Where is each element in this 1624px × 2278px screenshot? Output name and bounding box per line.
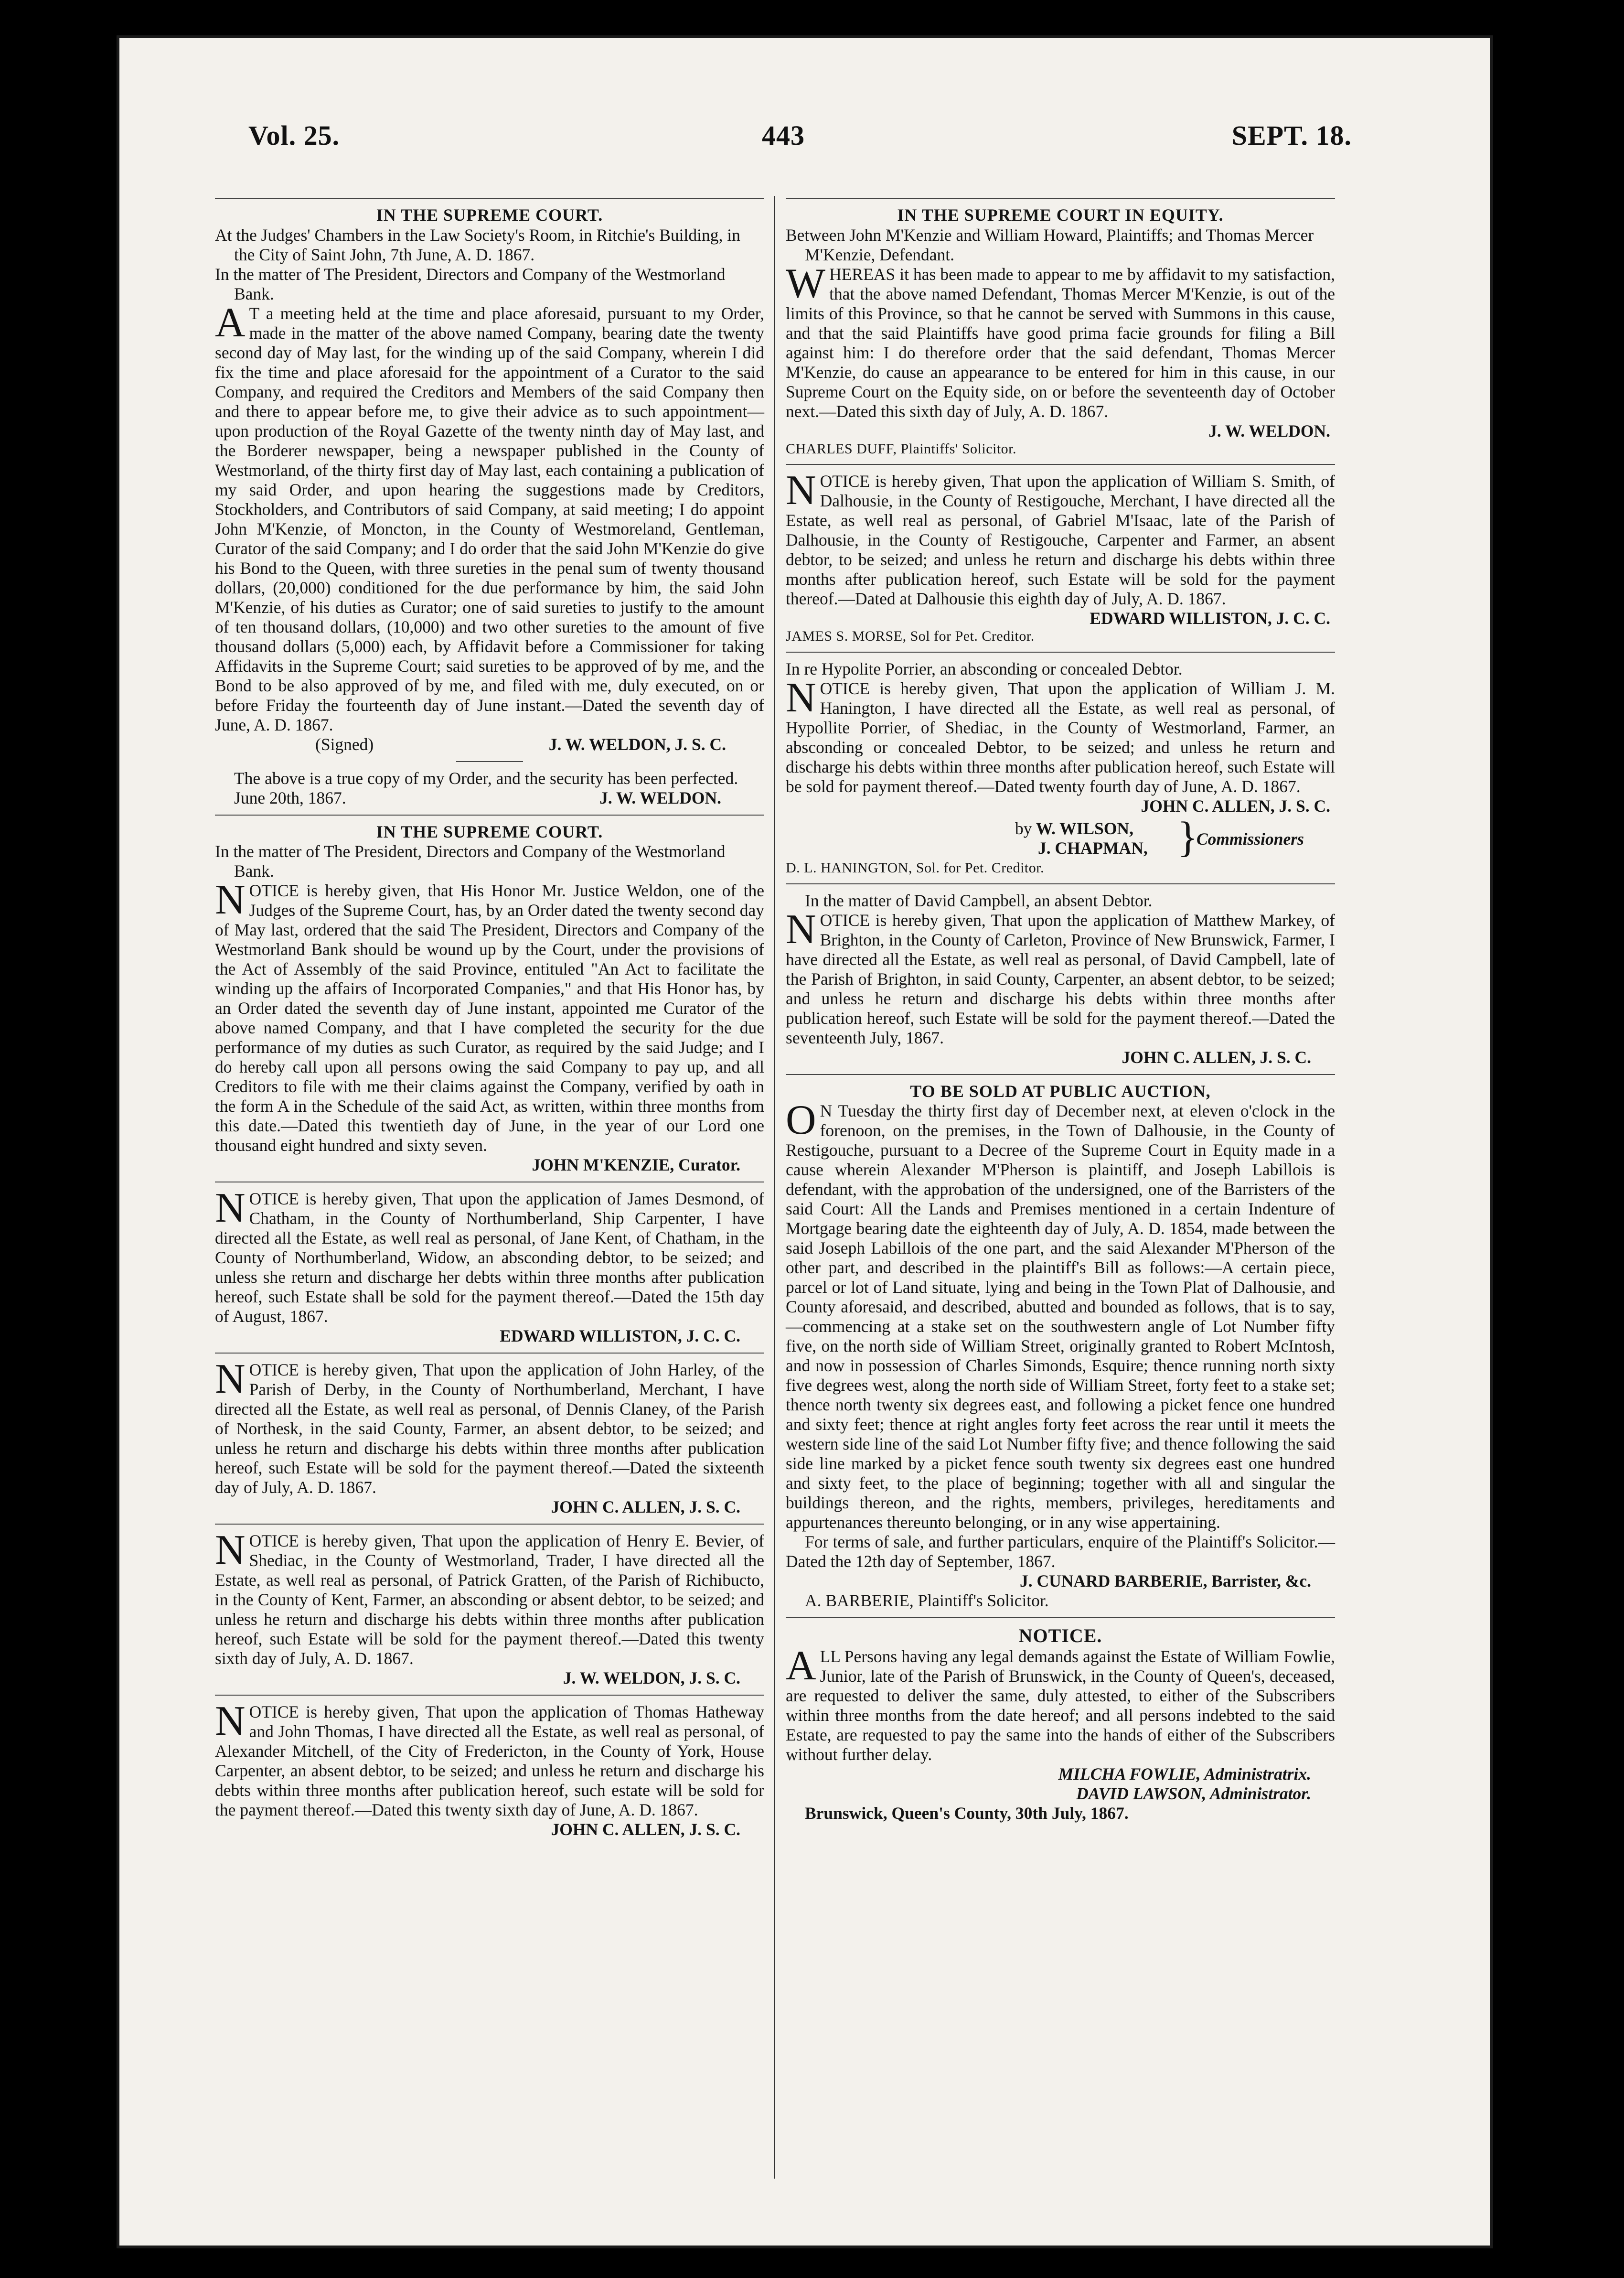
solicitor-line: JAMES S. MORSE, Sol for Pet. Creditor.	[786, 628, 1035, 645]
notice-winding-up	[215, 815, 764, 1175]
divider	[786, 883, 1335, 884]
terms-of-sale: For terms of sale, and further particulars, enquire of the Plaintiff's Solicitor.—Dated the 12th day of September, 1867.	[786, 1532, 1335, 1571]
notice-signature: JOHN C. ALLEN, J. S. C.	[1122, 1047, 1311, 1067]
solicitor-line: CHARLES DUFF, Plaintiffs' Solicitor.	[786, 441, 1017, 457]
commissioner-chapman: J. CHAPMAN,	[1038, 838, 1148, 858]
notice-fowlie-estate	[786, 1617, 1335, 1823]
notice-signature: J. CUNARD BARBERIE, Barrister, &c.	[1019, 1571, 1311, 1591]
notice-signature: EDWARD WILLISTON, J. C. C.	[1090, 609, 1330, 628]
issue-date: SEPT. 18.	[1231, 120, 1352, 151]
commissioners-names	[1015, 819, 1148, 858]
divider	[215, 198, 764, 199]
notice-curator-order	[215, 198, 764, 808]
notice-location: At the Judges' Chambers in the Law Society's Room, in Ritchie's Building, in the City of Saint John, 7th June, A. D. 1867.	[215, 225, 740, 264]
brace-glyph: }	[1177, 813, 1198, 861]
notice-body: ON Tuesday the thirty first day of December next, at eleven o'clock in the forenoon, on the premises, in the Town of Dalhousie, in the County of Restigouche, pursuant to a Decree of the Supreme Court in Equity made in a cause wherein Alexander M'Pherson is plaintiff, and Joseph Labillois is defendant, with the approbation of the undersigned, one of the Barristers of the said Court: All the Lands and Premises mentioned in a certain Indenture of Mortgage bearing date the eighteenth day of July, A. D. 1854, made between the said Joseph Labillois of the one part, and the said Alexander M'Pherson of the other part, and described in the plaintiff's Bill as follows:—A certain piece, parcel or lot of Land situate, lying and being in the Town Plat of Dalhousie, and County aforesaid, and described, abutted and bounded as follows, that is to say,—commencing at a stake set on the southwestern angle of Lot Number fifty five, on the north side of William Street, originally granted to Robert McIntosh, and now in possession of Charles Simonds, Esquire; thence running north sixty five degrees west, along the north side of William Street, forty feet to a stake set; thence north twenty six degrees east, and following a picket fence one hundred and sixty feet; thence at right angles forty feet across the rear until it meets the western side line of the said Lot Number fifty five; and thence following the said side line marked by a picket fence south twenty six degrees east one hundred and sixty feet, to the place of beginning; together with all and singular the buildings thereon, and the rights, members, privileges, hereditaments and appurtenances thereunto belonging, or in any wise appertaining.	[786, 1097, 1335, 1532]
page-number: 443	[762, 120, 805, 151]
column-divider	[774, 196, 775, 2179]
notice-heading: TO BE SOLD AT PUBLIC AUCTION,	[910, 1081, 1211, 1101]
notice-david-campbell	[786, 883, 1335, 1067]
page-header	[119, 105, 1490, 167]
notice-hypolite-porrier	[786, 652, 1335, 877]
notice-signature: J. W. WELDON, J. S. C.	[563, 1668, 740, 1688]
notice-body: ALL Persons having any legal demands against the Estate of William Fowlie, Junior, late of the Parish of Brunswick, in the County of Queen's, deceased, are requested to deliver the same, duly attested, to either of the Subscribers within three months from the date hereof; and all persons indebted to the said Estate, are requested to pay the same into the hands of either of the Subscribers without further delay.	[786, 1643, 1335, 1764]
notice-signature: JOHN C. ALLEN, J. S. C.	[551, 1820, 740, 1839]
copy-statement: The above is a true copy of my Order, and the security has been perfected.	[234, 768, 738, 788]
divider	[215, 1353, 764, 1354]
left-column	[215, 191, 764, 1839]
signature-administratrix: MILCHA FOWLIE, Administratrix.	[1058, 1764, 1311, 1784]
commissioners-block	[786, 813, 1335, 861]
notice-body: NOTICE is hereby given, That upon the application of William S. Smith, of Dalhousie, in the County of Restigouche, Merchant, I have directed all the Estate, as well real as personal, of Gabriel M'Isaac, late of the Parish of Dalhousie, in the County of Restigouche, Carpenter and Farmer, an absent debtor, to be seized; and unless he return and discharge his debts within three months after publication hereof, such Estate will be sold for the payment thereof.—Dated at Dalhousie this eighth day of July, A. D. 1867.	[786, 467, 1335, 609]
notice-body: WHEREAS it has been made to appear to me by affidavit to my satisfaction, that the above named Defendant, Thomas Mercer M'Kenzie, is out of the limits of this Province, so that he cannot be served with Summons in this cause, and that the said Plaintiffs have good prima facie grounds for filing a Bill against him: I do therefore order that the said defendant, Thomas Mercer M'Kenzie, do cause an appearance to be entered for him in this cause, in our Supreme Court on the Equity side, on or before the seventeenth day of October next.—Dated this sixth day of July, A. D. 1867.	[786, 260, 1335, 421]
commissioners-label: Commissioners	[1197, 829, 1304, 849]
notice-gabriel-misaac	[786, 464, 1335, 645]
notice-signature: EDWARD WILLISTON, J. C. C.	[500, 1326, 740, 1346]
volume-number: Vol. 25.	[248, 120, 340, 151]
by-label: by	[1015, 818, 1032, 838]
solicitor-line: D. L. HANINGTON, Sol. for Pet. Creditor.	[786, 860, 1045, 876]
notice-heading: NOTICE.	[1018, 1625, 1102, 1647]
notice-equity	[786, 198, 1335, 457]
divider	[786, 464, 1335, 465]
gazette-page	[119, 38, 1490, 2246]
divider	[215, 815, 764, 816]
notice-heading: IN THE SUPREME COURT.	[376, 205, 603, 225]
divider	[456, 761, 523, 762]
divider	[786, 198, 1335, 199]
right-column	[786, 191, 1335, 1823]
notice-signature: JOHN M'KENZIE, Curator.	[532, 1155, 740, 1175]
notice-matter: In the matter of The President, Directors and Company of the Westmorland Bank.	[215, 842, 726, 881]
divider	[786, 1617, 1335, 1618]
notice-parties: Between John M'Kenzie and William Howard, Plaintiffs; and Thomas Mercer M'Kenzie, Defendant.	[786, 225, 1314, 264]
signed-label: (Signed)	[315, 734, 374, 754]
notice-heading: IN THE SUPREME COURT IN EQUITY.	[897, 205, 1224, 225]
notice-title: In re Hypolite Porrier, an absconding or concealed Debtor.	[786, 659, 1183, 678]
notice-body: NOTICE is hereby given, That upon the application of James Desmond, of Chatham, in the County of Northumberland, Ship Carpenter, I have directed all the Estate, as well real as personal, of Jane Kent, of Chatham, in the County of Northumberland, Widow, an absconding debtor, to be seized; and unless she return and discharge her debts within three months after publication hereof, such Estate shall be sold for the payment thereof.—Dated the 15th day of August, 1867.	[215, 1185, 764, 1326]
copy-signature: J. W. WELDON.	[599, 788, 721, 807]
notice-body: NOTICE is hereby given, That upon the application of Matthew Markey, of Brighton, in the County of Carleton, Province of New Brunswick, Farmer, I have directed all the Estate, as well real as personal, of David Campbell, late of the Parish of Brighton, in said County, Carpenter, an absent debtor, to be seized; and unless he return and discharge his debts within three months after publication hereof, such Estate will be sold for the payment thereof.—Dated the seventeenth July, 1867.	[786, 906, 1335, 1047]
notice-signature: J. W. WELDON.	[1208, 421, 1330, 441]
signature-administrator: DAVID LAWSON, Administrator.	[1076, 1784, 1311, 1804]
divider	[786, 1074, 1335, 1075]
notice-date: Brunswick, Queen's County, 30th July, 1867.	[805, 1804, 1129, 1823]
notice-dennis-claney	[215, 1353, 764, 1517]
notice-alexander-mitchell	[215, 1695, 764, 1839]
notice-signature: JOHN C. ALLEN, J. S. C.	[1141, 796, 1330, 816]
notice-body: AT a meeting held at the time and place aforesaid, pursuant to my Order, made in the matter of the above named Company, bearing date the twenty second day of May last, for the winding up of the said Company, wherein I did fix the time and place aforesaid for the appointment of a Curator to the said Company, and required the Creditors and Members of the said Company then and there to appear before me, to give their advice as to such appointment—upon production of the Royal Gazette of the twenty ninth day of May last, and the Borderer newspaper, being a newspaper published in the County of Westmorland, of the thirty first day of May last, each containing a publication of my said Order, and upon hearing the suggestions made by Creditors, Stockholders, and Contributors of said Company, at said meeting; I do appoint John M'Kenzie, of Moncton, in the County of Westmoreland, Gentleman, Curator of the said Company; and I do order that the said John M'Kenzie do give his Bond to the Queen, with three sureties in the penal sum of twenty thousand dollars, (20,000) conditioned for the due performance by him, the said John M'Kenzie, of his duties as Curator; one of said sureties to justify to the amount of ten thousand dollars, (10,000) and two other sureties to the amount of five thousand dollars (5,000) each, by Affidavit before a Commissioner for taking Affidavits in the Supreme Court; said sureties to be approved of by me, and the Bond to be also approved of by me, and filed with me, duly executed, on or before Friday the fourteenth day of June instant.—Dated the seventh day of June, A. D. 1867.	[215, 299, 764, 734]
commissioner-wilson: W. WILSON,	[1036, 818, 1133, 838]
notice-matter: In the matter of The President, Directors and Company of the Westmorland Bank.	[215, 264, 726, 303]
notice-body: NOTICE is hereby given, That upon the application of Thomas Hatheway and John Thomas, I have directed all the Estate, as well real as personal, of Alexander Mitchell, of the City of Fredericton, in the County of York, House Carpenter, an absent debtor, to be seized; and unless he return and discharge his debts within three months after publication hereof, such estate will be sold for the payment thereof.—Dated this twenty sixth day of June, A. D. 1867.	[215, 1698, 764, 1820]
notice-patrick-gratten	[215, 1524, 764, 1688]
notice-signature: JOHN C. ALLEN, J. S. C.	[551, 1497, 740, 1517]
notice-title: In the matter of David Campbell, an absent Debtor.	[805, 891, 1153, 910]
notice-jane-kent	[215, 1182, 764, 1346]
notice-heading: IN THE SUPREME COURT.	[376, 822, 603, 841]
notice-body: NOTICE is hereby given, that His Honor Mr. Justice Weldon, one of the Judges of the Supreme Court, has, by an Order dated the twenty second day of May last, ordered that the said The President, Directors and Company of the Westmorland Bank should be wound up by the Court, under the provisions of the Act of Assembly of the said Province, entituled "An Act to facilitate the winding up the affairs of Incorporated Companies," and that His Honor has, by an Order dated the seventh day of June instant, appointed me Curator of the above named Company, and that I have completed the security for the due performance of my duties as such Curator, as required by the said Judge; and I do hereby call upon all persons owing the said Company to pay up, and all Creditors to file with me their claims against the Company, verified by oath in the form A in the Schedule of the said Act, as written, within three months from this date.—Dated this twentieth day of June, in the year of our Lord one thousand eight hundred and sixty seven.	[215, 877, 764, 1155]
notice-body: NOTICE is hereby given, That upon the application of Henry E. Bevier, of Shediac, in the County of Westmorland, Trader, I have directed all the Estate, as well real as personal, of Patrick Gratten, of the Parish of Richibucto, in the County of Kent, Farmer, an absconding or absent debtor, to be seized; and unless he return and discharge his debts within three months after publication hereof, such Estate will be sold for the payment thereof.—Dated this twenty sixth day of July, A. D. 1867.	[215, 1527, 764, 1668]
divider	[786, 652, 1335, 653]
notice-signature: J. W. WELDON, J. S. C.	[548, 734, 726, 754]
solicitor-line: A. BARBERIE, Plaintiff's Solicitor.	[805, 1591, 1049, 1611]
signature-line	[215, 735, 764, 754]
copy-signature-line	[215, 788, 764, 808]
copy-date: June 20th, 1867.	[234, 788, 346, 807]
divider	[215, 1695, 764, 1696]
divider	[215, 1524, 764, 1525]
notice-public-auction	[786, 1074, 1335, 1611]
notice-body: NOTICE is hereby given, That upon the application of William J. M. Hanington, I have directed all the Estate, as well real as personal, of Hypollite Porrier, of Shediac, in the County of Westmorland, Farmer, an absconding or concealed Debtor, to be seized; and unless he return and discharge his debts within three months after publication hereof, such Estate will be sold for payment thereof.—Dated twenty fourth day of June, A. D. 1867.	[786, 674, 1335, 796]
notice-body: NOTICE is hereby given, That upon the application of John Harley, of the Parish of Derby, in the County of Northumberland, Merchant, I have directed all the Estate, as well real as personal, of Dennis Claney, of the Parish of Northesk, in the said County, Farmer, an absent debtor, to be seized; and unless he return and discharge his debts within three months after publication hereof, such Estate will be sold for the payment thereof.—Dated the sixteenth day of July, A. D. 1867.	[215, 1356, 764, 1497]
